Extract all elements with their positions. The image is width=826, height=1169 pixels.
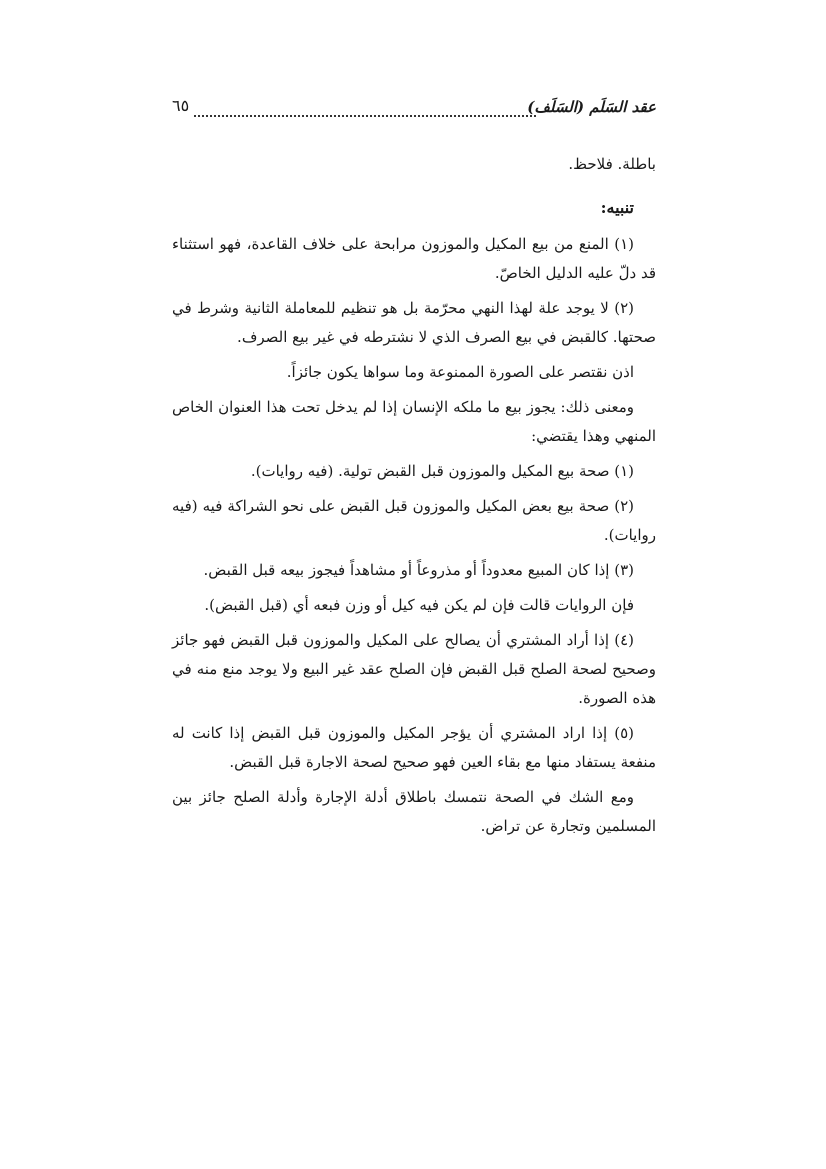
paragraph: (٥) إذا اراد المشتري أن يؤجر المكيل والموزون قبل القبض إذا كانت له منفعة يستفاد منها مع بقاء العين فهو صحيح لصحة الاجارة قبل القبض. — [172, 724, 656, 771]
paragraph: (١) صحة بيع المكيل والموزون قبل القبض تولية. (فيه روايات). — [250, 462, 634, 480]
paragraph: (٣) إذا كان المبيع معدوداً أو مذروعاً أو مشاهداً فيجوز بيعه قبل القبض. — [203, 561, 634, 579]
running-title: عقد السَلَم (السَلَف) — [527, 98, 656, 116]
paragraph: ومعنى ذلك: يجوز بيع ما ملكه الإنسان إذا لم يدخل تحت هذا العنوان الخاص المنهي وهذا يقتضي: — [172, 398, 656, 445]
page-header — [172, 96, 656, 126]
intro-line: باطلة. فلاحظ. — [568, 155, 656, 173]
page-number: ٦٥ — [172, 96, 190, 115]
paragraph: (٢) لا يوجد علة لهذا النهي محرّمة بل هو تنظيم للمعاملة الثانية وشرط في صحتها. كالقبض في بيع الصرف الذي لا نشترطه في غير بيع الصرف. — [172, 299, 656, 346]
paragraph: فإن الروايات قالت فإن لم يكن فيه كيل أو وزن فبعه أي (قبل القبض). — [204, 596, 634, 614]
paragraph: (٢) صحة بيع بعض المكيل والموزون قبل القبض على نحو الشراكة فيه (فيه روايات). — [172, 497, 656, 544]
page-body — [172, 150, 656, 847]
paragraph: اذن نقتصر على الصورة الممنوعة وما سواها يكون جائزاً. — [286, 363, 634, 381]
paragraph: ومع الشك في الصحة نتمسك باطلاق أدلة الإجارة وأدلة الصلح جائز بين المسلمين وتجارة عن تراض. — [172, 788, 656, 835]
paragraph: (١) المنع من بيع المكيل والموزون مرابحة على خلاف القاعدة، فهو استثناء قد دلّ عليه الدليل الخاصّ. — [172, 235, 656, 282]
paragraph: (٤) إذا أراد المشتري أن يصالح على المكيل والموزون قبل القبض فهو جائز وصحيح لصحة الصلح قبل القبض فإن الصلح عقد غير البيع ولا يوجد منع منه في هذه الصورة. — [172, 631, 656, 707]
section-heading: تنبيه: — [600, 198, 634, 217]
dotted-leader — [194, 115, 536, 117]
